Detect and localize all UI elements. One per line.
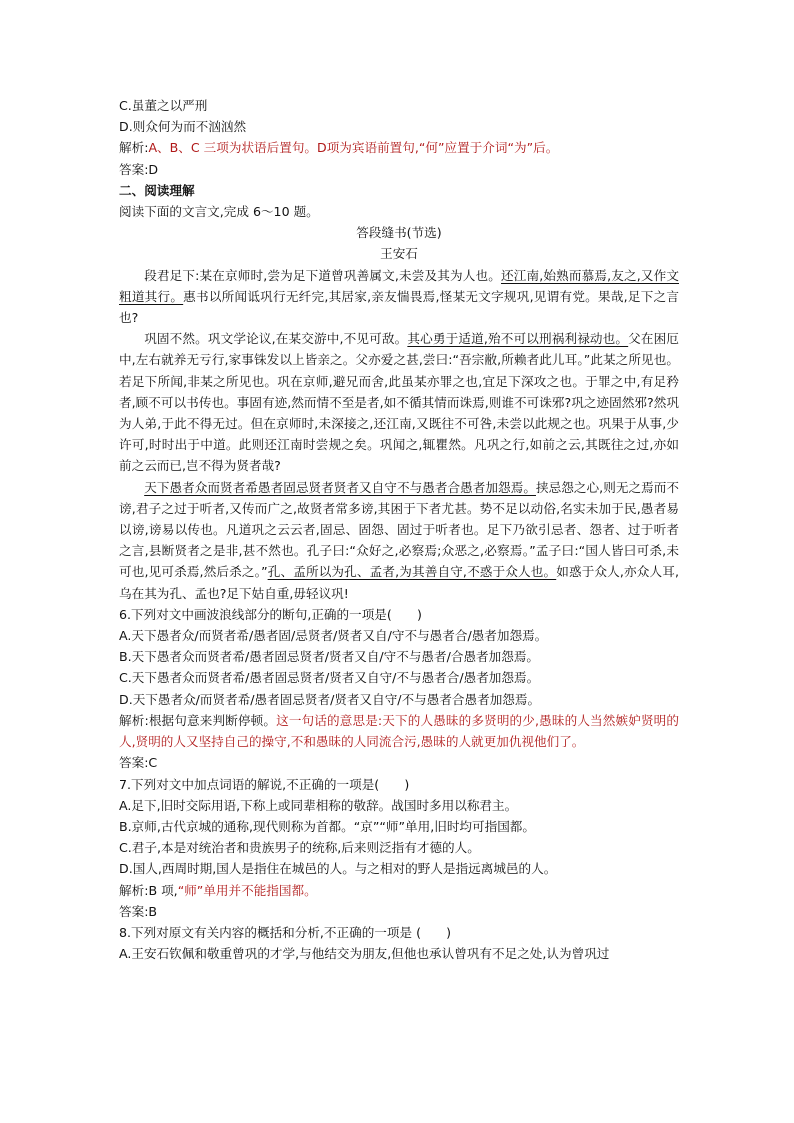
p1-underlined: 还江南,始熟而慕焉,友之,又作文粗道其行。: [119, 267, 679, 304]
analysis-q5: [119, 137, 679, 158]
option-d-q5: D.则众何为而不汹汹然: [119, 119, 247, 135]
analysis-label: 解析:: [119, 140, 149, 156]
passage-title: 答段缝书(节选): [356, 225, 442, 241]
p3-text-a: 挟忌怨之心,则无之焉而不谤,君子之过于听者,又传而广之,故贤者常多谤,其困于下者尤甚。势不足以动俗,名实未加于民,愚者易以谤,谤易以传也。凡道巩之云云者,固忌、固怨、固过于听者也。足下乃欲引忌者、怨者、过于听者之言,县断贤者之是非,甚不然也。孔子曰:“众好之,必察焉;众恶之,必察焉。”孟子曰:“国人皆曰可杀,未可也,见可杀焉,然后杀之。”: [119, 479, 679, 580]
q6-option-c: C.天下愚者众而贤者希/愚者固忌贤者/贤者又自守/不与愚者合/愚者加怨焉。: [119, 670, 540, 686]
p1-text-a: 段君足下:某在京师时,尝为足下道曾巩善属文,未尝及其为人也。: [144, 267, 501, 283]
q7-option-c: C.君子,本是对统治者和贵族男子的统称,后来则泛指有才德的人。: [119, 840, 480, 856]
p1-text-b: 惠书以所闻诋巩行无纤完,其居家,亲友惴畏焉,怪某无文字规巩,见谓有党。果哉,足下之言也?: [119, 288, 679, 326]
q6-option-b: B.天下愚者众而贤者希/愚者固忌贤者/贤者又自/守不与愚者/合愚者加怨焉。: [119, 649, 540, 665]
analysis-text-a: 根据句意来判断停顿。: [148, 712, 277, 728]
p2-text-a: 巩固不然。巩文学论议,在某交游中,不见可敌。: [144, 331, 408, 347]
q7-option-b: B.京师,古代京城的通称,现代则称为首都。“京”“师”单用,旧时均可指国都。: [119, 818, 535, 834]
analysis-label: 解析:: [119, 712, 149, 728]
q7-stem: 7.下列对文中加点词语的解说,不正确的一项是( ): [119, 776, 410, 792]
q6-answer: 答案:C: [119, 755, 158, 771]
passage-paragraph-1: [119, 265, 679, 329]
q7-option-a: A.足下,旧时交际用语,下称上或同辈相称的敬辞。战国时多用以称君主。: [119, 797, 518, 813]
section-title: 二、阅读理解: [119, 182, 195, 198]
analysis-text-b: 这一句话的意思是:天下的人愚昧的多贤明的少,愚昧的人当然嫉妒贤明的人,贤明的人又坚持自己的操守,不和愚昧的人同流合污,愚昧的人就更加仇视他们了。: [119, 712, 680, 750]
option-c-q5: C.虽董之以严刑: [119, 98, 208, 113]
q6-option-d: D.天下愚者众/而贤者希/愚者固忌贤者/贤者又自守/不与愚者合愚者加怨焉。: [119, 691, 541, 707]
q6-analysis: [119, 710, 679, 752]
q7-answer: 答案:B: [119, 903, 158, 919]
analysis-text-a: B 项,: [148, 882, 178, 898]
p3-underlined: 孔、孟所以为孔、孟者,为其善自守,不惑于众人也。: [267, 564, 557, 580]
passage-author: 王安石: [380, 246, 418, 262]
q8-option-a: A.王安石钦佩和敬重曾巩的才学,与他结交为朋友,但他也承认曾巩有不足之处,认为曾巩过: [119, 946, 610, 962]
document-page: [119, 95, 679, 964]
q6-stem: 6.下列对文中画波浪线部分的断句,正确的一项是( ): [119, 606, 422, 622]
q6-option-a: A.天下愚者众/而贤者希/愚者固/忌贤者/贤者又自/守不与愚者合/愚者加怨焉。: [119, 628, 548, 644]
passage-paragraph-3: [119, 477, 679, 604]
instruction: 阅读下面的文言文,完成 6～10 题。: [119, 204, 319, 220]
p3-text-b: 如惑于众人,亦众人耳,乌在其为孔、孟也?足下姑自重,毋轻议巩!: [119, 564, 679, 601]
p2-underlined: 其心勇于适道,殆不可以刑祸利禄动也。: [407, 331, 629, 347]
q7-analysis: [119, 880, 679, 901]
analysis-text: A、B、C 三项为状语后置句。D项为宾语前置句,“何”应置于介词“为”后。: [148, 140, 559, 156]
q7-option-d: D.国人,西周时期,国人是指住在城邑的人。与之相对的野人是指远离城邑的人。: [119, 861, 557, 877]
answer-q5: 答案:D: [119, 161, 159, 177]
analysis-label: 解析:: [119, 882, 149, 898]
p2-text-b: 父在困厄中,左右就养无亏行,家事铢发以上皆亲之。父亦爱之甚,尝曰:“吾宗敝,所赖者此儿耳。”此某之所见也。若足下所闻,非某之所见也。巩在京师,避兄而舍,此虽某亦罪之也,宜足下深攻之也。于罪之中,有足矜者,顾不可以书传也。事固有迹,然而情不至是者,如不循其情而诛焉,则谁不可诛邪?巩之迹固然邪?然巩为人弟,于此不得无过。但在京师时,未深接之,还江南,又既往不可咎,未尝以此规之也。巩果于从事,少许可,时时出于中道。此则还江南时尝规之矣。巩闻之,辄瞿然。凡巩之行,如前之云,其既往之过,亦如前之云而已,岂不得为贤者哉?: [119, 331, 679, 474]
p3-wavy-sentence: 天下愚者众而贤者希愚者固忌贤者贤者又自守不与愚者合愚者加怨焉。: [144, 479, 536, 495]
q8-stem: 8.下列对原文有关内容的概括和分析,不正确的一项是 ( ): [119, 924, 452, 940]
passage-paragraph-2: [119, 328, 679, 476]
analysis-text-b: “师”单用并不能指国都。: [177, 882, 317, 898]
